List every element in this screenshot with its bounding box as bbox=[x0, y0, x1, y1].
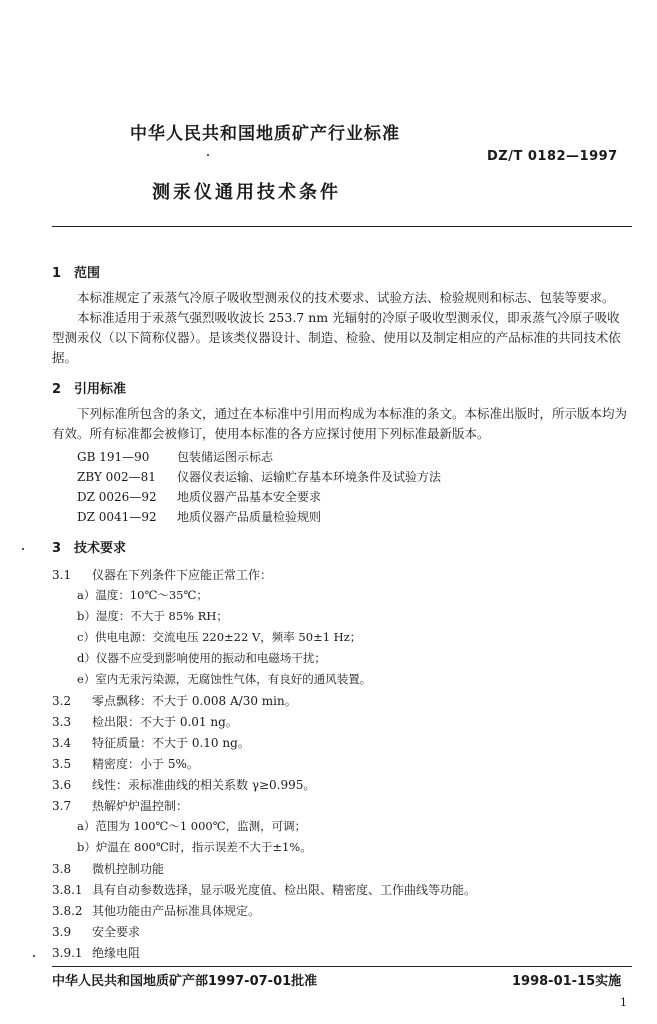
scan-speck bbox=[33, 955, 35, 957]
clause-text: 零点飘移：不大于 0.008 A/30 min。 bbox=[92, 694, 297, 708]
reference-item bbox=[77, 508, 321, 525]
reference-name: 包装储运图示标志 bbox=[177, 450, 274, 464]
clause-3-9-1 bbox=[52, 944, 140, 961]
clause-number: 3.4 bbox=[52, 736, 72, 750]
clause-number: 3.2 bbox=[52, 694, 72, 708]
reference-code: GB 191—90 bbox=[77, 450, 150, 464]
clause-text: 精密度：小于 5%。 bbox=[92, 757, 199, 771]
section-3-number: 3 bbox=[52, 541, 62, 556]
clause-number: 3.5 bbox=[52, 757, 72, 771]
clause-number: 3.3 bbox=[52, 715, 72, 729]
clause-3-8 bbox=[52, 860, 164, 877]
reference-name: 地质仪器产品基本安全要求 bbox=[177, 490, 322, 504]
clause-3-1-e: e）室内无汞污染源，无腐蚀性气体，有良好的通风装置。 bbox=[77, 672, 372, 686]
clause-text: 线性：汞标准曲线的相关系数 γ≥0.995。 bbox=[92, 778, 316, 792]
clause-text: 特征质量：不大于 0.10 ng。 bbox=[92, 736, 250, 750]
clause-text: 检出限：不大于 0.01 ng。 bbox=[92, 715, 238, 729]
reference-code: DZ 0041—92 bbox=[77, 510, 157, 524]
reference-name: 仪器仪表运输、运输贮存基本环境条件及试验方法 bbox=[177, 470, 442, 484]
section-2-number: 2 bbox=[52, 382, 62, 397]
clause-3-6 bbox=[52, 776, 315, 793]
clause-3-1-b: b）湿度：不大于 85% RH； bbox=[77, 609, 228, 623]
clause-3-1-d: d）仪器不应受到影响使用的振动和电磁场干扰； bbox=[77, 651, 326, 665]
clause-text: 仪器在下列条件下应能正常工作： bbox=[92, 568, 273, 582]
clause-3-1-a: a）温度：10℃～35℃； bbox=[77, 588, 208, 602]
clause-3-3 bbox=[52, 713, 238, 730]
implementation-date: 1998-01-15实施 bbox=[512, 974, 622, 989]
clause-3-8-1 bbox=[52, 881, 476, 898]
scan-speck bbox=[22, 548, 24, 550]
reference-item bbox=[77, 448, 273, 465]
issuing-organization: 中华人民共和国地质矿产行业标准 bbox=[130, 124, 400, 144]
scan-speck bbox=[207, 154, 209, 156]
clause-3-2 bbox=[52, 692, 297, 709]
clause-3-7 bbox=[52, 797, 188, 814]
clause-3-1 bbox=[52, 566, 272, 583]
section-1-number: 1 bbox=[52, 266, 62, 281]
section-3-heading bbox=[52, 537, 126, 556]
clause-text: 微机控制功能 bbox=[92, 862, 165, 876]
clause-number: 3.9.1 bbox=[52, 946, 83, 960]
section-3-title: 技术要求 bbox=[74, 541, 127, 556]
clause-number: 3.8 bbox=[52, 862, 72, 876]
reference-code: ZBY 002—81 bbox=[77, 470, 156, 484]
clause-number: 3.6 bbox=[52, 778, 72, 792]
clause-3-4 bbox=[52, 734, 250, 751]
clause-text: 具有自动参数选择，显示吸光度值、检出限、精密度、工作曲线等功能。 bbox=[92, 883, 477, 897]
clause-3-9 bbox=[52, 923, 140, 940]
reference-code: DZ 0026—92 bbox=[77, 490, 157, 504]
page-number: 1 bbox=[620, 996, 627, 1009]
clause-text: 绝缘电阻 bbox=[92, 946, 141, 960]
clause-text: 其他功能由产品标准具体规定。 bbox=[92, 904, 261, 918]
clause-3-7-a: a）范围为 100℃～1 000℃，监测，可调； bbox=[77, 819, 307, 833]
header-rule bbox=[52, 226, 632, 227]
clause-3-1-c: c）供电电源：交流电压 220±22 V，频率 50±1 Hz； bbox=[77, 630, 362, 644]
clause-number: 3.7 bbox=[52, 799, 72, 813]
section-1-title: 范围 bbox=[74, 266, 101, 281]
approval-line: 中华人民共和国地质矿产部1997-07-01批准 bbox=[52, 974, 318, 989]
clause-text: 热解炉炉温控制： bbox=[92, 799, 189, 813]
clause-3-8-2 bbox=[52, 902, 260, 919]
section-1-paragraph-1: 本标准规定了汞蒸气冷原子吸收型测汞仪的技术要求、试验方法、检验规则和标志、包装等要求。 bbox=[77, 290, 615, 305]
standard-code: DZ/T 0182—1997 bbox=[487, 149, 618, 164]
footer-rule bbox=[52, 966, 632, 967]
section-2-heading bbox=[52, 378, 126, 397]
clause-number: 3.8.1 bbox=[52, 883, 83, 897]
clause-number: 3.1 bbox=[52, 568, 72, 582]
reference-name: 地质仪器产品质量检验规则 bbox=[177, 510, 322, 524]
clause-3-5 bbox=[52, 755, 199, 772]
section-1-paragraph-2: 本标准适用于汞蒸气强烈吸收波长 253.7 nm 光辐射的冷原子吸收型测汞仪，即汞蒸气冷原子吸收型测汞仪（以下简称仪器）。是该类仪器设计、制造、检验、使用以及制定相应的产品标准的共同技术依据。 bbox=[52, 310, 621, 365]
document-title: 测汞仪通用技术条件 bbox=[152, 182, 341, 203]
reference-item bbox=[77, 488, 321, 505]
clause-number: 3.9 bbox=[52, 925, 72, 939]
clause-3-7-b: b）炉温在 800℃时，指示误差不大于±1%。 bbox=[77, 840, 312, 854]
section-2-title: 引用标准 bbox=[74, 382, 127, 397]
section-2-paragraph-1: 下列标准所包含的条文，通过在本标准中引用而构成为本标准的条文。本标准出版时，所示版本均为有效。所有标准都会被修订，使用本标准的各方应探讨使用下列标准最新版本。 bbox=[52, 406, 628, 441]
reference-item bbox=[77, 468, 441, 485]
section-1-heading bbox=[52, 262, 100, 281]
clause-number: 3.8.2 bbox=[52, 904, 83, 918]
clause-text: 安全要求 bbox=[92, 925, 141, 939]
